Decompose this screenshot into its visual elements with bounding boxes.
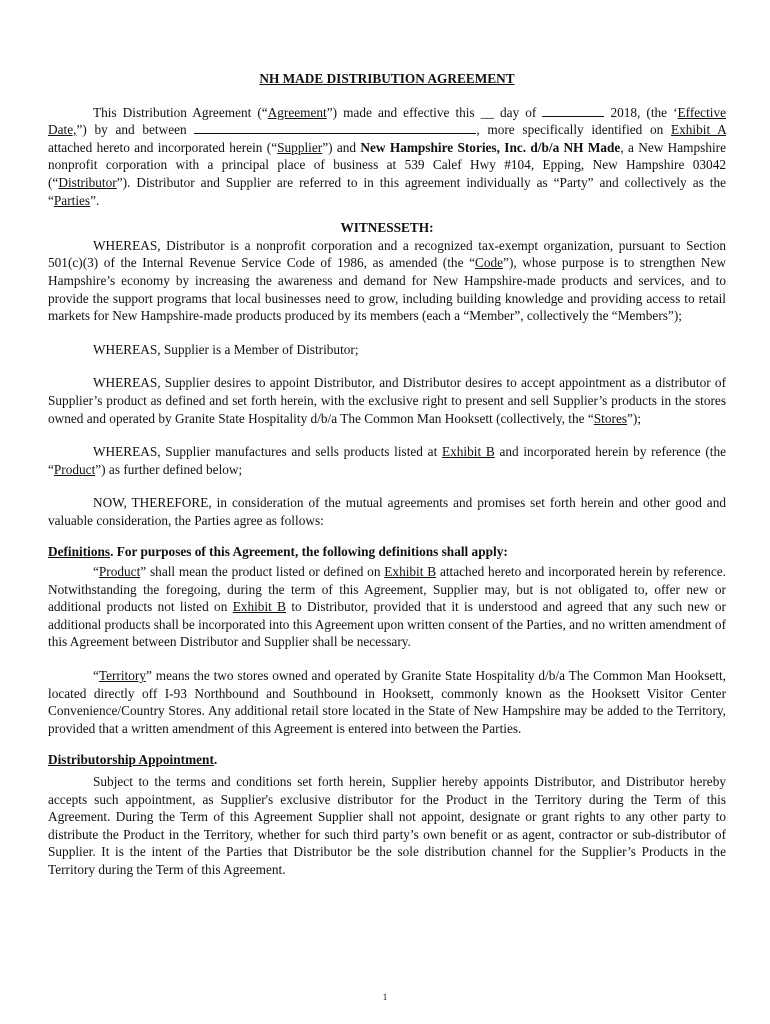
whereas-paragraph-2: WHEREAS, Supplier is a Member of Distributor; [93, 341, 359, 357]
whereas-paragraph-4: WHEREAS, Supplier manufactures and sells products listed at Exhibit B and incorporated herein by reference (the “Product”) as further defined below; [48, 444, 727, 477]
exhibit-b-ref: Exhibit B [384, 564, 437, 580]
distributor-term: Distributor [58, 174, 117, 190]
intro-paragraph: This Distribution Agreement (“Agreement”) made and effective this __ day of 2018, (the ‘Effective Date,”) by and between , more specifically identified on Exhibit A attached hereto and incorporated herein (“Supplier”) and New Hampshire Stories, Inc. d/b/a NH Made, a New Hampshire nonprofit corporation with a principal place of business at 539 Calef Hwy #104, Epping, New Hampshire 03042 (“Distributor”). Distributor and Supplier are referred to in this agreement individually as “Party” and collectively as the “Parties”. [48, 104, 727, 208]
exhibit-a-ref: Exhibit A [671, 122, 726, 138]
exhibit-b-ref: Exhibit B [232, 599, 287, 615]
product-definition: “Product” shall mean the product listed or defined on Exhibit B attached hereto and incorporated herein by reference. Notwithstanding the foregoing, during the term of this Agreement, Supplier may, but is not obligated to, offer new or additional products not listed on Exhibit B to Distributor, provided that it is understood and agreed that any such new or additional products shall be incorporated into this Agreement upon written consent of the Parties, and no written amendment of this Agreement between Distributor and Supplier shall be necessary. [48, 564, 727, 650]
territory-definition: “Territory” means the two stores owned and operated by Granite State Hospitality d/b/a The Common Man Hooksett, located directly off I-93 Northbound and Southbound in Hooksett, commonly known as the Hooksett Visitor Center Convenience/Country Stores. Any additional retail store located in the State of New Hampshire may be added to the Territory, provided that a written amendment of this Agreement is entered into between the Parties. [48, 668, 726, 736]
witnesseth-heading: WITNESSETH: [340, 220, 434, 236]
page-number: 1 [382, 992, 388, 1002]
nh-stories-name: New Hampshire Stories, Inc. d/b/a NH Made [360, 139, 621, 155]
supplier-name-blank [194, 121, 476, 134]
supplier-term: Supplier [277, 139, 323, 155]
whereas-paragraph-3: WHEREAS, Supplier desires to appoint Distributor, and Distributor desires to accept appointment as a distributor of Supplier’s product as defined and set forth herein, with the exclusive right to present and sell Supplier’s products in the stores owned and operated by Granite State Hospitality d/b/a The Common Man Hooksett (collectively, the “Stores”); [48, 375, 726, 426]
document-title: NH MADE DISTRIBUTION AGREEMENT [259, 71, 515, 86]
parties-term: Parties [53, 192, 91, 208]
whereas-paragraph-1: WHEREAS, Distributor is a nonprofit corporation and a recognized tax-exempt organization, pursuant to Section 501(c)(3) of the Internal Revenue Service Code of 1986, as amended (the “Code”), whose purpose is to strengthen New Hampshire’s economy by increasing the awareness and demand for New Hampshire-made products and services, and to provide the support programs that local businesses need to grow, including building knowledge and providing access to retail markets for New Hampshire-made products produced by its members (each a “Member”, collectively the “Members”); [48, 237, 726, 324]
now-therefore-paragraph: NOW, THEREFORE, in consideration of the mutual agreements and promises set forth herein and other good and valuable consideration, the Parties agree as follows: [48, 495, 726, 528]
definitions-heading: Definitions. For purposes of this Agreement, the following definitions shall apply: [48, 544, 508, 560]
agreement-term: Agreement [267, 104, 327, 120]
exhibit-b-ref: Exhibit B [441, 444, 495, 460]
code-term: Code [474, 255, 504, 271]
appointment-paragraph: Subject to the terms and conditions set forth herein, Supplier hereby appoints Distributor, and Distributor hereby accepts such appointment, as Supplier's exclusive distributor for the Product in the Territory during the Term of this Agreement. During the Term of this Agreement Supplier shall not appoint, designate or grant rights to any other party to distribute the Product in the Territory, whether for such third party’s own benefit or as agent, contractor or sub-distributor of Supplier. It is the intent of the Parties that Distributor be the sole distribution channel for the Supplier’s Products in the Territory during the Term of this Agreement. [48, 774, 726, 877]
stores-term: Stores [593, 410, 628, 426]
territory-term: Territory [98, 668, 146, 684]
effective-date-term: Effective Date, [48, 104, 727, 138]
product-def-term: Product [98, 564, 141, 580]
month-blank [542, 104, 604, 117]
appointment-heading: Distributorship Appointment. [48, 752, 218, 768]
product-term: Product [53, 461, 96, 477]
document-page [48, 70, 726, 879]
